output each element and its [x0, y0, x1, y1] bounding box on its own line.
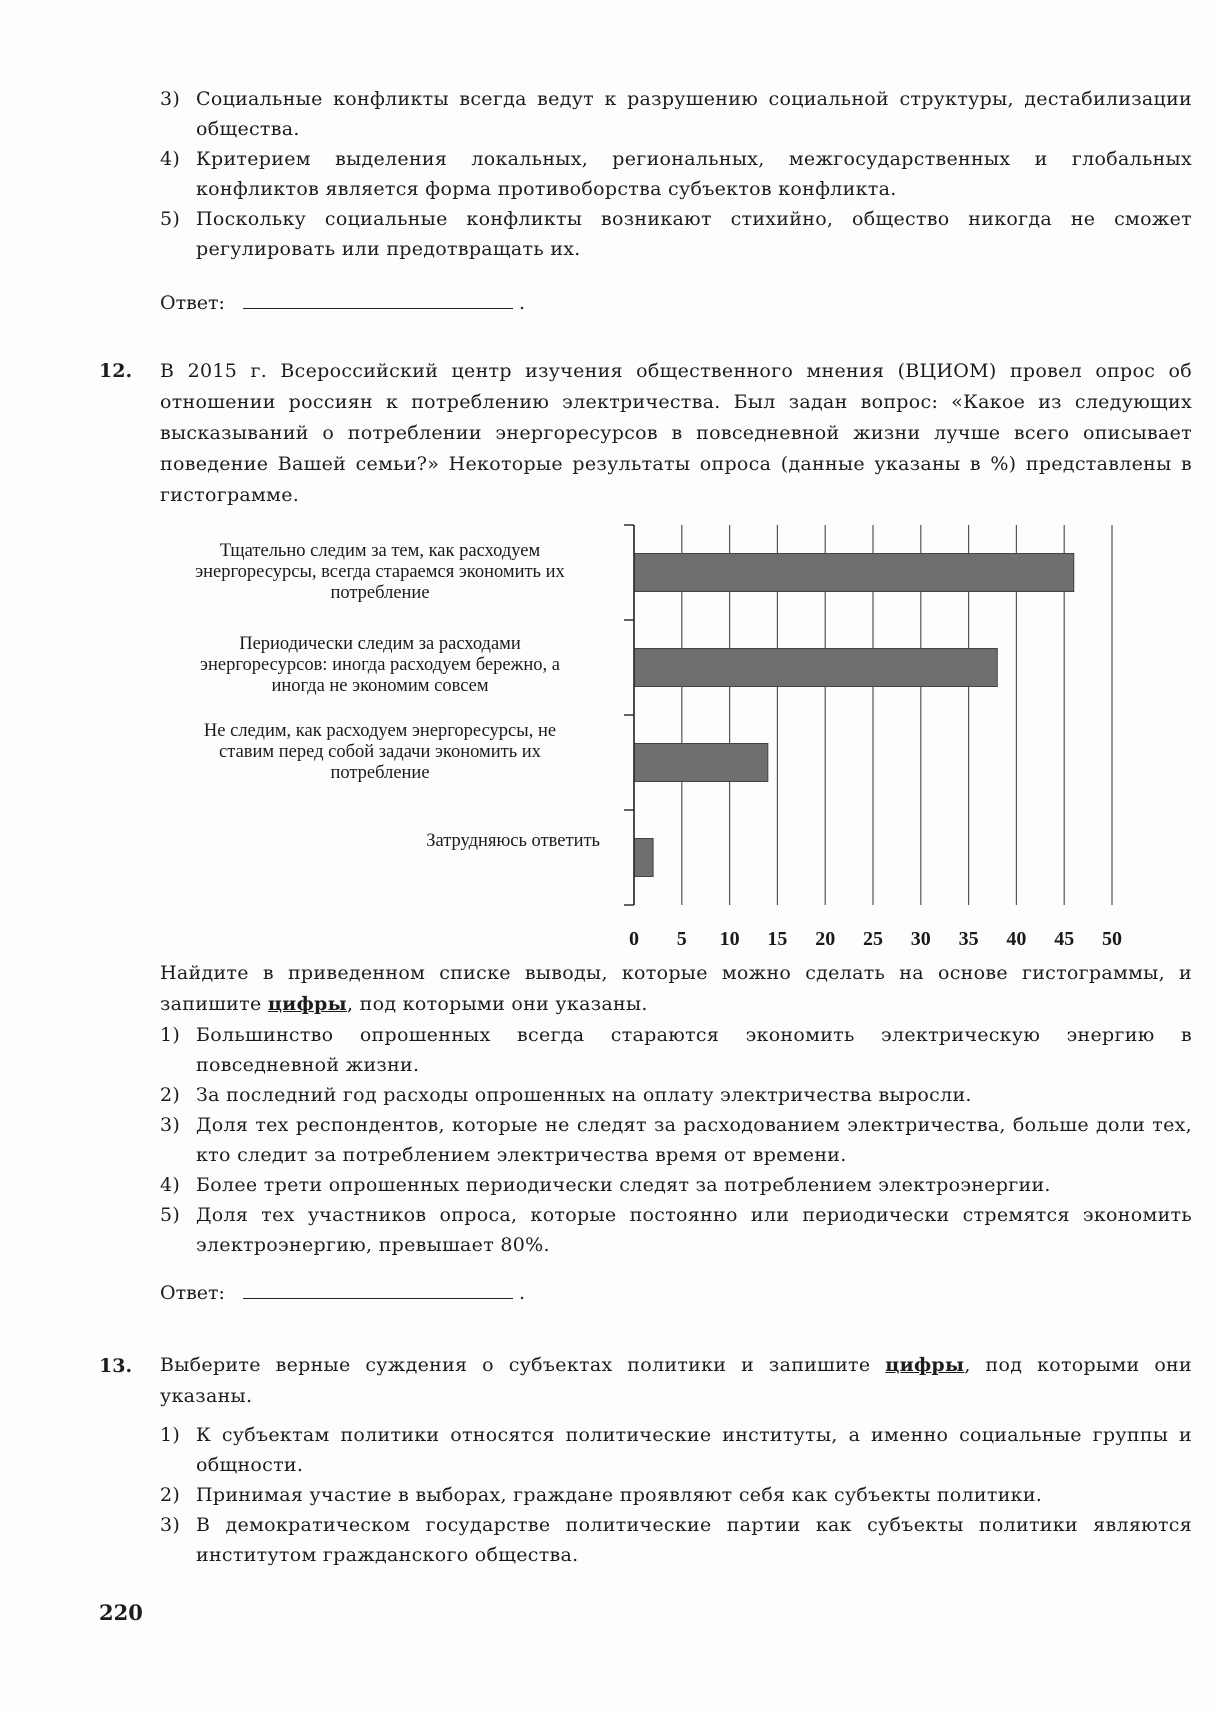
instruction-emphasis: цифры: [267, 993, 347, 1015]
instruction-text: , под которыми они указаны.: [346, 993, 648, 1015]
question-number: 13.: [99, 1355, 133, 1377]
item-number: 3): [160, 1114, 181, 1136]
answer-line-12: [160, 1280, 525, 1304]
answer-dot: .: [519, 292, 526, 314]
q13-options: [160, 1420, 1192, 1570]
list-item: [160, 1080, 1192, 1110]
bar: [634, 649, 997, 687]
item-number: 5): [160, 1204, 181, 1226]
x-tick-label: 0: [629, 928, 639, 950]
x-tick-label: 40: [1006, 928, 1027, 950]
item-number: 4): [160, 148, 181, 170]
label-line: Не следим, как расходуем энергоресурсы, не: [203, 721, 557, 741]
item-number: 2): [160, 1484, 181, 1506]
question-number: 12.: [99, 360, 133, 382]
label-line: ставим перед собой задачи экономить их: [219, 742, 541, 762]
x-tick-label: 5: [676, 928, 687, 950]
list-item: [160, 1020, 1192, 1080]
list-item: [160, 1110, 1192, 1170]
item-text: Доля тех участников опроса, которые постоянно или периодически стремятся экономить электроэнергию, превышает 80%.: [196, 1204, 1192, 1256]
label-line: энергоресурсы, всегда стараемся экономить их: [195, 562, 565, 582]
item-number: 5): [160, 208, 181, 230]
item-text: Доля тех респондентов, которые не следят за расходованием электричества, больше доли тех, кто следит за потреблением электричества время от времени.: [196, 1114, 1192, 1166]
bar: [634, 744, 768, 782]
list-item: [160, 1480, 1192, 1510]
item-text: Принимая участие в выборах, граждане проявляют себя как субъекты политики.: [196, 1484, 1043, 1506]
prev-question-items: [160, 84, 1192, 264]
question-text: В 2015 г. Всероссийский центр изучения общественного мнения (ВЦИОМ) провел опрос об отношении россиян к потреблению электричества. Был задан вопрос: «Какое из следующих высказываний о потреблении энергоресурсов в повседневной жизни лучше всего описывает поведение Вашей семьи?» Некоторые результаты опроса (данные указаны в %) представлены в гистограмме.: [160, 360, 1192, 506]
answer-dot: .: [519, 1282, 526, 1304]
label-line: иногда не экономим совсем: [271, 676, 489, 696]
category-label-2: [155, 634, 605, 697]
question-text: [160, 1350, 1192, 1412]
category-label-4: [360, 831, 600, 852]
question-text-part: , под которыми они указаны.: [160, 1354, 1192, 1407]
item-number: 3): [160, 1514, 181, 1536]
item-number: 1): [160, 1424, 181, 1446]
item-text: Критерием выделения локальных, региональных, межгосударственных и глобальных конфликтов является форма противоборства субъектов конфликта.: [196, 148, 1192, 200]
x-tick-label: 15: [767, 928, 788, 950]
item-text: Более трети опрошенных периодически следят за потреблением электроэнергии.: [196, 1174, 1051, 1196]
x-tick-label: 35: [958, 928, 979, 950]
label-line: энергоресурсов: иногда расходуем бережно, а: [200, 655, 560, 675]
answer-line-11: [160, 290, 525, 314]
item-number: 4): [160, 1174, 181, 1196]
label-line: потребление: [330, 583, 430, 603]
x-tick-label: 20: [815, 928, 836, 950]
list-item: [160, 1510, 1192, 1570]
list-item: [160, 1170, 1192, 1200]
question-text-part: Выберите верные суждения о субъектах политики и запишите: [160, 1354, 886, 1376]
list-item: [160, 1420, 1192, 1480]
page-number: 220: [99, 1600, 143, 1625]
x-tick-label: 45: [1054, 928, 1075, 950]
label-line: Затрудняюсь ответить: [426, 831, 600, 851]
question-emphasis: цифры: [885, 1354, 965, 1376]
item-number: 3): [160, 88, 181, 110]
answer-blank[interactable]: [243, 1280, 513, 1299]
question-instruction: [160, 958, 1192, 1020]
instruction-text: Найдите в приведенном списке выводы, которые можно сделать на основе гистограммы, и запишите: [160, 962, 1192, 1015]
answer-label: Ответ:: [160, 292, 225, 314]
list-item: [160, 144, 1192, 204]
answer-blank[interactable]: [243, 290, 513, 309]
list-item: [160, 84, 1192, 144]
label-line: Тщательно следим за тем, как расходуем: [219, 541, 541, 561]
category-label-3: [155, 721, 605, 784]
category-label-1: [155, 541, 605, 604]
bar: [634, 554, 1074, 592]
item-text: За последний год расходы опрошенных на оплату электричества выросли.: [196, 1084, 972, 1106]
item-text: Поскольку социальные конфликты возникают стихийно, общество никогда не сможет регулировать или предотвращать их.: [196, 208, 1192, 260]
item-text: В демократическом государстве политические партии как субъекты политики являются институтом гражданского общества.: [196, 1514, 1192, 1566]
x-tick-label: 25: [863, 928, 883, 950]
x-tick-label: 50: [1102, 928, 1122, 950]
list-item: [160, 204, 1192, 264]
item-number: 1): [160, 1024, 181, 1046]
label-line: потребление: [330, 763, 430, 783]
item-text: Социальные конфликты всегда ведут к разрушению социальной структуры, дестабилизации общества.: [196, 88, 1192, 140]
answer-label: Ответ:: [160, 1282, 225, 1304]
bar: [634, 839, 653, 877]
list-item: [160, 1200, 1192, 1260]
x-tick-label: 10: [719, 928, 740, 950]
item-text: К субъектам политики относятся политические институты, а именно социальные группы и общности.: [196, 1424, 1192, 1476]
q12-options: [160, 1020, 1192, 1260]
item-text: Большинство опрошенных всегда стараются экономить электрическую энергию в повседневной жизни.: [196, 1024, 1192, 1076]
label-line: Периодически следим за расходами: [239, 634, 521, 654]
item-number: 2): [160, 1084, 181, 1106]
x-tick-label: 30: [910, 928, 931, 950]
